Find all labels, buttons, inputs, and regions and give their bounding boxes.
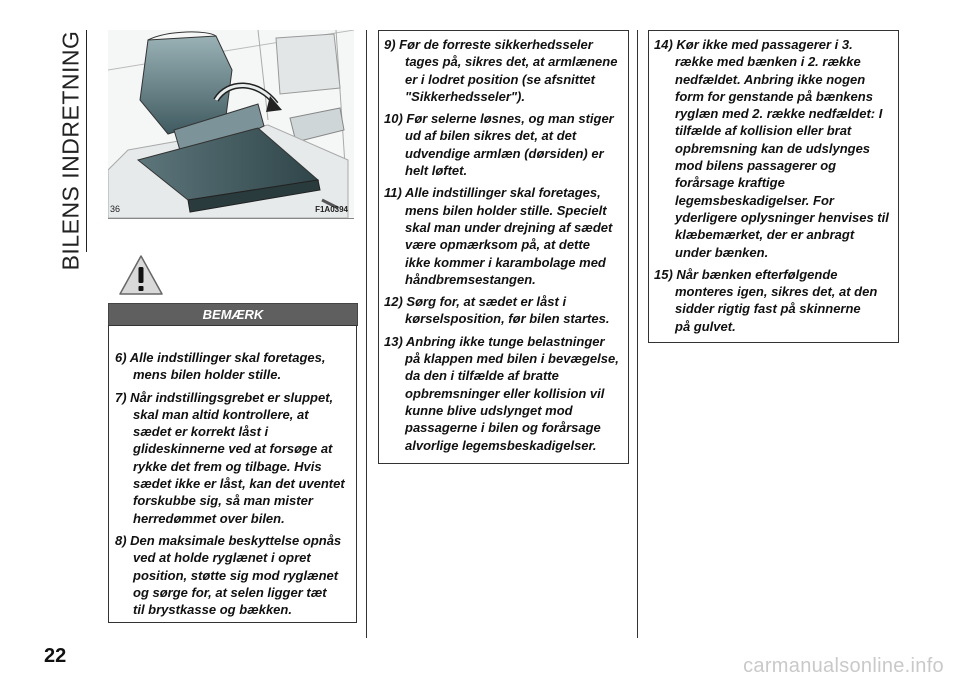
warning-heading: BEMÆRK (108, 303, 358, 326)
list-item-text: 9) Før de forreste sikkerhedsseler tages på, sikres det, at armlænene er i lodret position (se afsnittet "Sikkerhedsseler"). (384, 37, 618, 104)
list-item (115, 389, 357, 527)
list-item (115, 349, 357, 384)
column-divider-1 (366, 30, 367, 638)
section-divider (86, 30, 87, 252)
list-item (115, 532, 357, 618)
warning-triangle-icon (118, 254, 164, 301)
watermark: carmanualsonline.info (743, 655, 944, 677)
section-title (52, 30, 90, 270)
list-item-text: 15) Når bænken efterfølgende monteres igen, sikres det, at den sidder rigtig fast på skinnerne på gulvet. (654, 266, 878, 334)
figure-seat-illustration (108, 30, 354, 219)
list-item (384, 293, 627, 328)
warning-list-3 (654, 36, 897, 340)
warning-box-column-1 (108, 325, 357, 623)
list-item (384, 36, 627, 105)
seat-illustration-graphic (108, 30, 354, 218)
list-item (654, 266, 897, 335)
list-item-text: 12) Sørg for, at sædet er låst i kørselsposition, før bilen startes. (384, 294, 610, 327)
list-item (384, 333, 627, 454)
list-item-text: 11) Alle indstillinger skal foretages, mens bilen holder stille. Specielt skal man under drejning af sædet være opmærksom på, at dette ikke kommer i karambolage med håndbremsestangen. (384, 185, 613, 287)
warning-list-2 (384, 36, 627, 459)
warning-box-column-3 (648, 30, 899, 343)
warning-list-1 (115, 349, 357, 623)
list-item (384, 110, 627, 179)
list-item-text: 14) Kør ikke med passagerer i 3. række med bænken i 2. række nedfældet. Anbring ikke nogen form for genstande på bænkens ryglæn med 2. række nedfældet: I tilfælde af kollision eller brat opbremsning kan de udslynges mod bilens passagerer og forårsage kraftige legemsbeskadigelser. For yderligere oplysninger henvises til klæbemærket, der er anbragt under bænken. (654, 37, 889, 260)
list-item-text: 10) Før selerne løsnes, og man stiger ud af bilen sikres det, at det udvendige armlæn (dørsiden) er helt løftet. (384, 111, 614, 179)
list-item-text: 7) Når indstillingsgrebet er sluppet, skal man altid kontrollere, at sædet er korrekt låst i glideskinnerne ved at forsøge at rykke det frem og tilbage. Hvis sædet ikke er låst, kan det uventet forskubbe sig, så man mister herredømmet over bilen. (115, 389, 345, 526)
list-item (654, 36, 897, 261)
list-item-text: 13) Anbring ikke tunge belastninger på klappen med bilen i bevægelse, da den i tilfælde af bratte opbremsninger eller kollision vil kunne blive udslynget mod passagerne i bilen og forårsage alvorlige legemsbeskadigelser. (384, 333, 619, 453)
list-item (384, 184, 627, 288)
page-number: 22 (44, 645, 67, 667)
list-item-text: 6) Alle indstillinger skal foretages, mens bilen holder stille. (115, 350, 326, 383)
figure-code: F1A0394 (315, 205, 348, 214)
section-title-text: BILENS INDRETNING (57, 30, 84, 270)
figure-number: 36 (110, 204, 121, 214)
list-item-text: 8) Den maksimale beskyttelse opnås ved at holde ryglænet i opret position, støtte sig mod ryglænet og sørge for, at selen ligger tæt til brystkasse og bækken. (115, 532, 342, 618)
column-divider-2 (637, 30, 638, 638)
warning-box-column-2 (378, 30, 629, 464)
